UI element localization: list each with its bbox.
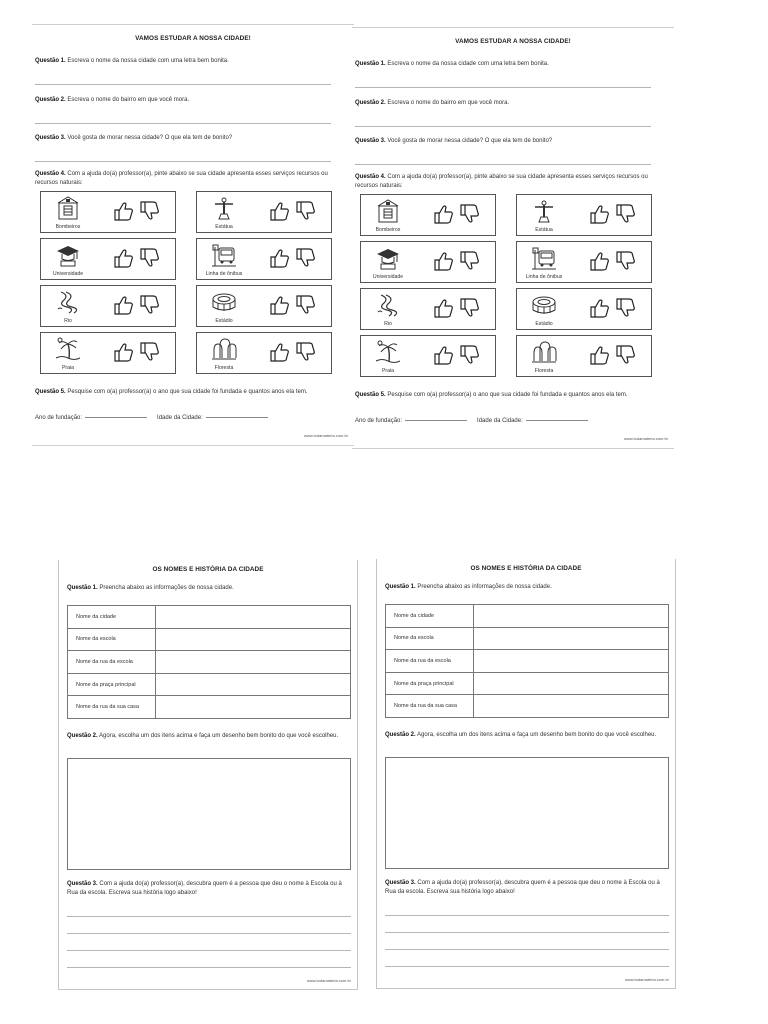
foundation-row bbox=[35, 415, 278, 421]
resource-picture bbox=[375, 245, 401, 271]
answer-line[interactable] bbox=[385, 915, 669, 916]
resource-card bbox=[360, 335, 496, 377]
row-answer-cell[interactable] bbox=[156, 628, 351, 651]
question-1: Questão 1. Preencha abaixo as informações de nossa cidade. bbox=[67, 585, 234, 591]
names-worksheet bbox=[376, 559, 676, 989]
resource-picture bbox=[531, 245, 557, 271]
city-info-table bbox=[67, 605, 351, 719]
like-dislike-icons[interactable] bbox=[267, 294, 315, 316]
resource-picture bbox=[375, 198, 401, 224]
resource-caption: Rio bbox=[384, 321, 392, 327]
resource-picture bbox=[211, 289, 237, 315]
footer-url: www.todamateria.com.br bbox=[306, 978, 351, 983]
answer-line[interactable] bbox=[385, 932, 669, 933]
like-dislike-icons[interactable] bbox=[267, 341, 315, 363]
row-answer-cell[interactable] bbox=[156, 606, 351, 629]
row-answer-cell[interactable] bbox=[474, 605, 669, 628]
resource-card bbox=[40, 238, 176, 280]
answer-line[interactable] bbox=[355, 126, 651, 127]
resource-card bbox=[516, 241, 652, 283]
resource-picture bbox=[211, 195, 237, 221]
city-age-blank[interactable] bbox=[526, 420, 588, 421]
question-1: Questão 1. Escreva o nome da nossa cidade com uma letra bem bonita. bbox=[35, 58, 229, 64]
city-worksheet bbox=[352, 27, 674, 449]
question-2: Questão 2. Escreva o nome do bairro em que você mora. bbox=[35, 97, 190, 103]
resource-picture bbox=[375, 292, 401, 318]
row-label: Nome da praça principal bbox=[386, 672, 474, 695]
question-2: Questão 2. Escreva o nome do bairro em que você mora. bbox=[355, 100, 510, 106]
answer-line[interactable] bbox=[67, 950, 351, 951]
question-1: Questão 1. Escreva o nome da nossa cidade com uma letra bem bonita. bbox=[355, 61, 549, 67]
resource-picture bbox=[55, 195, 81, 221]
resource-card bbox=[360, 241, 496, 283]
row-answer-cell[interactable] bbox=[156, 651, 351, 674]
table-row bbox=[386, 672, 669, 695]
resource-picture bbox=[531, 292, 557, 318]
resource-picture bbox=[375, 339, 401, 365]
question-5: Questão 5. Pesquise com o(a) professor(a) o ano que sua cidade foi fundada e quantos anos ela tem. bbox=[355, 392, 628, 398]
answer-line[interactable] bbox=[385, 949, 669, 950]
city-info-table bbox=[385, 604, 669, 718]
worksheet-title: OS NOMES E HISTÓRIA DA CIDADE bbox=[470, 565, 582, 572]
resource-card bbox=[196, 238, 332, 280]
table-row bbox=[386, 650, 669, 673]
top-divider bbox=[352, 27, 674, 28]
row-label: Nome da rua da escola bbox=[386, 650, 474, 673]
resource-card bbox=[196, 285, 332, 327]
resource-caption: Floresta bbox=[214, 365, 234, 371]
like-dislike-icons[interactable] bbox=[587, 297, 635, 319]
drawing-box[interactable] bbox=[67, 758, 351, 870]
foundation-year-label: Ano de fundação: bbox=[35, 415, 83, 421]
row-answer-cell[interactable] bbox=[474, 672, 669, 695]
resource-caption: Estádio bbox=[215, 318, 233, 324]
like-dislike-icons[interactable] bbox=[111, 294, 159, 316]
resource-picture bbox=[211, 242, 237, 268]
question-3: Questão 3. Você gosta de morar nessa cidade? O que ela tem de bonito? bbox=[355, 138, 553, 144]
like-dislike-icons[interactable] bbox=[111, 200, 159, 222]
table-row bbox=[386, 695, 669, 718]
answer-line[interactable] bbox=[355, 87, 651, 88]
row-label: Nome da escola bbox=[386, 627, 474, 650]
resource-caption: Rio bbox=[64, 318, 72, 324]
row-label: Nome da cidade bbox=[386, 605, 474, 628]
answer-line[interactable] bbox=[67, 933, 351, 934]
answer-line[interactable] bbox=[35, 123, 331, 124]
foundation-year-label: Ano de fundação: bbox=[355, 418, 403, 424]
resource-card bbox=[40, 285, 176, 327]
city-age-label: Idade da Cidade: bbox=[477, 418, 523, 424]
resource-card bbox=[360, 288, 496, 330]
like-dislike-icons[interactable] bbox=[431, 297, 479, 319]
resource-picture bbox=[531, 198, 557, 224]
resource-caption: Linha de ônibus bbox=[205, 271, 243, 277]
resource-picture bbox=[211, 336, 237, 362]
answer-line[interactable] bbox=[67, 916, 351, 917]
resource-card bbox=[40, 191, 176, 233]
names-worksheet bbox=[58, 560, 358, 990]
answer-line[interactable] bbox=[67, 967, 351, 968]
answer-line[interactable] bbox=[385, 966, 669, 967]
table-row bbox=[68, 606, 351, 629]
bottom-divider bbox=[352, 448, 674, 449]
foundation-year-blank[interactable] bbox=[405, 420, 467, 421]
row-label: Nome da rua da escola bbox=[68, 651, 156, 674]
row-answer-cell[interactable] bbox=[474, 627, 669, 650]
resource-picture bbox=[55, 242, 81, 268]
footer-url: www.todamateria.com.br bbox=[303, 433, 348, 438]
row-answer-cell[interactable] bbox=[474, 650, 669, 673]
resource-caption: Linha de ônibus bbox=[525, 274, 563, 280]
question-3: Questão 3. Você gosta de morar nessa cidade? O que ela tem de bonito? bbox=[35, 135, 233, 141]
drawing-box[interactable] bbox=[385, 757, 669, 869]
resource-card bbox=[516, 335, 652, 377]
footer-url: www.todamateria.com.br bbox=[624, 977, 669, 982]
resource-picture bbox=[531, 339, 557, 365]
like-dislike-icons[interactable] bbox=[267, 200, 315, 222]
row-answer-cell[interactable] bbox=[156, 673, 351, 696]
resource-card bbox=[196, 332, 332, 374]
row-answer-cell[interactable] bbox=[474, 695, 669, 718]
row-label: Nome da rua da sua casa bbox=[386, 695, 474, 718]
answer-line[interactable] bbox=[35, 161, 331, 162]
resource-card bbox=[360, 194, 496, 236]
answer-line[interactable] bbox=[355, 164, 651, 165]
question-3: Questão 3. Com a ajuda do(a) professor(a), descubra quem é a pessoa que deu o nome à Escola ou à Rua da escola. Escreva sua história logo abaixo! bbox=[67, 881, 342, 896]
table-row bbox=[68, 651, 351, 674]
answer-line[interactable] bbox=[35, 84, 331, 85]
like-dislike-icons[interactable] bbox=[587, 344, 635, 366]
resource-card bbox=[516, 288, 652, 330]
resource-caption: Praia bbox=[61, 365, 75, 371]
resource-caption: Universidade bbox=[52, 271, 84, 277]
row-label: Nome da escola bbox=[68, 628, 156, 651]
question-5: Questão 5. Pesquise com o(a) professor(a) o ano que sua cidade foi fundada e quantos anos ela tem. bbox=[35, 389, 308, 395]
like-dislike-icons[interactable] bbox=[431, 344, 479, 366]
like-dislike-icons[interactable] bbox=[587, 203, 635, 225]
city-age-blank[interactable] bbox=[206, 417, 268, 418]
question-2: Questão 2. Agora, escolha um dos itens acima e faça um desenho bem bonito do que você escolheu. bbox=[67, 733, 339, 739]
like-dislike-icons[interactable] bbox=[111, 247, 159, 269]
row-label: Nome da rua da sua casa bbox=[68, 696, 156, 719]
resource-picture bbox=[55, 289, 81, 315]
bottom-divider bbox=[32, 445, 354, 446]
resource-caption: Estátua bbox=[215, 224, 233, 230]
foundation-row bbox=[355, 418, 598, 424]
resource-caption: Praia bbox=[381, 368, 395, 374]
worksheet-title: VAMOS ESTUDAR A NOSSA CIDADE! bbox=[135, 35, 251, 42]
resource-card bbox=[516, 194, 652, 236]
worksheet-title: OS NOMES E HISTÓRIA DA CIDADE bbox=[152, 566, 264, 573]
city-worksheet bbox=[32, 24, 354, 446]
table-row bbox=[68, 696, 351, 719]
resource-caption: Bombeiros bbox=[55, 224, 81, 230]
resource-caption: Estádio bbox=[535, 321, 553, 327]
like-dislike-icons[interactable] bbox=[587, 250, 635, 272]
table-row bbox=[68, 673, 351, 696]
resource-caption: Universidade bbox=[372, 274, 404, 280]
question-3: Questão 3. Com a ajuda do(a) professor(a), descubra quem é a pessoa que deu o nome à Escola ou à Rua da escola. Escreva sua história logo abaixo! bbox=[385, 880, 660, 895]
city-age-label: Idade da Cidade: bbox=[157, 415, 203, 421]
resource-caption: Floresta bbox=[534, 368, 554, 374]
like-dislike-icons[interactable] bbox=[431, 203, 479, 225]
like-dislike-icons[interactable] bbox=[431, 250, 479, 272]
row-label: Nome da praça principal bbox=[68, 673, 156, 696]
question-4: Questão 4. Com a ajuda do(a) professor(a), pinte abaixo se sua cidade apresenta esses serviços recursos ou recursos naturais: bbox=[35, 171, 328, 186]
resource-card bbox=[196, 191, 332, 233]
top-divider bbox=[32, 24, 354, 25]
question-4: Questão 4. Com a ajuda do(a) professor(a), pinte abaixo se sua cidade apresenta esses serviços recursos ou recursos naturais: bbox=[355, 174, 648, 189]
footer-url: www.todamateria.com.br bbox=[623, 436, 668, 441]
question-2: Questão 2. Agora, escolha um dos itens acima e faça um desenho bem bonito do que você escolheu. bbox=[385, 732, 657, 738]
question-1: Questão 1. Preencha abaixo as informações de nossa cidade. bbox=[385, 584, 552, 590]
table-row bbox=[386, 605, 669, 628]
foundation-year-blank[interactable] bbox=[85, 417, 147, 418]
worksheet-title: VAMOS ESTUDAR A NOSSA CIDADE! bbox=[455, 38, 571, 45]
table-row bbox=[386, 627, 669, 650]
like-dislike-icons[interactable] bbox=[267, 247, 315, 269]
resource-picture bbox=[55, 336, 81, 362]
table-row bbox=[68, 628, 351, 651]
resource-card bbox=[40, 332, 176, 374]
resource-caption: Bombeiros bbox=[375, 227, 401, 233]
like-dislike-icons[interactable] bbox=[111, 341, 159, 363]
resource-caption: Estátua bbox=[535, 227, 553, 233]
row-answer-cell[interactable] bbox=[156, 696, 351, 719]
row-label: Nome da cidade bbox=[68, 606, 156, 629]
